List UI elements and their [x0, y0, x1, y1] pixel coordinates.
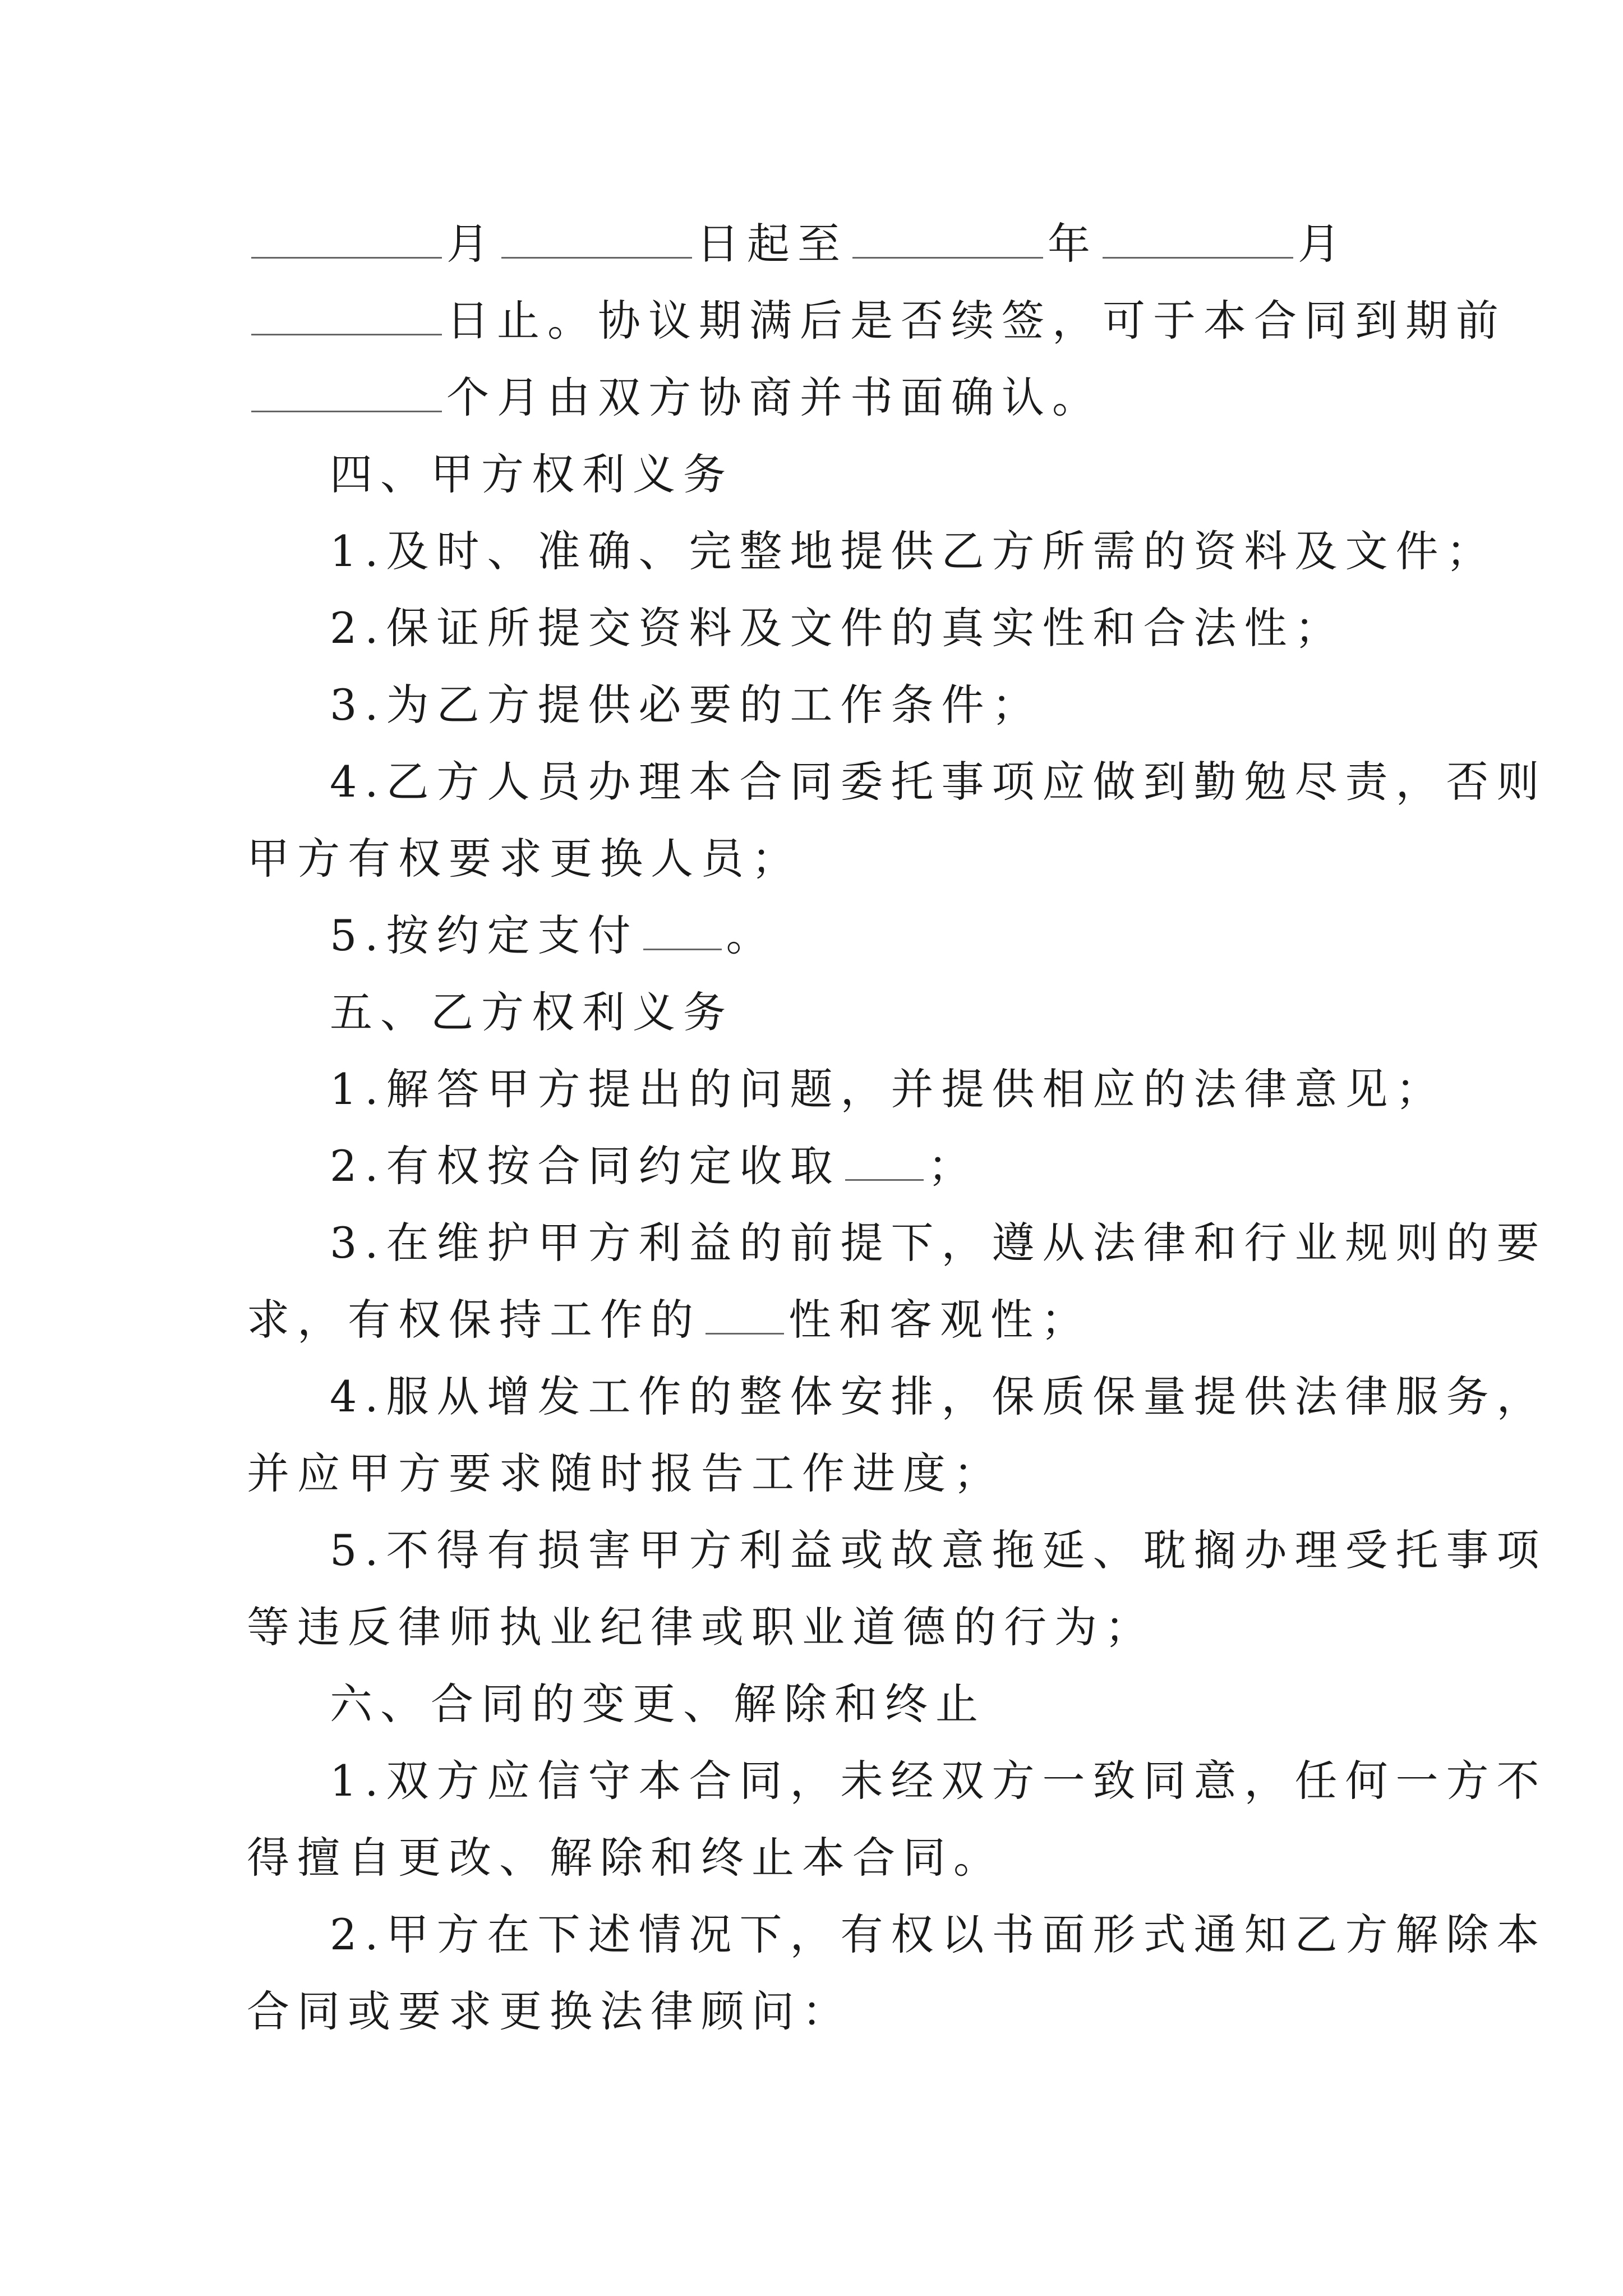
blank-field [643, 909, 722, 950]
text: 。 [726, 910, 777, 960]
paragraph-continuation: 得擅自更改、解除和终止本合同。 [247, 1833, 1004, 1883]
paragraph [330, 902, 1391, 969]
text: 年 [1048, 219, 1098, 269]
paragraph: 5.不得有损害甲方利益或故意拖延、耽搁办理受托事项 [330, 1525, 1547, 1575]
blank-field [251, 218, 442, 259]
paragraph-continuation: 甲方有权要求更换人员； [247, 834, 802, 884]
blank-field [1103, 218, 1293, 259]
text: 月 [1298, 219, 1348, 269]
text: 求，有权保持工作的 [247, 1295, 701, 1345]
blank-field [501, 218, 692, 259]
text: ； [928, 1141, 979, 1191]
renewal-line [247, 364, 1391, 431]
paragraph-continuation: 等违反律师执业纪律或职业道德的行为； [247, 1602, 1155, 1652]
paragraph: 3.为乙方提供必要的工作条件； [330, 680, 1043, 730]
blank-field [251, 295, 442, 335]
section-heading-5: 五、乙方权利义务 [330, 987, 734, 1037]
blank-field [706, 1294, 784, 1335]
text: 性和客观性； [789, 1295, 1091, 1345]
paragraph: 1.及时、准确、完整地提供乙方所需的资料及文件； [330, 526, 1497, 576]
text: 月 [446, 219, 497, 269]
paragraph-continuation [247, 1286, 1391, 1354]
paragraph: 1.解答甲方提出的问题，并提供相应的法律意见； [330, 1064, 1446, 1114]
paragraph: 2.保证所提交资料及文件的真实性和合法性； [330, 603, 1345, 653]
text: 日起至 [697, 219, 848, 269]
paragraph: 4.乙方人员办理本合同委托事项应做到勤勉尽责，否则 [330, 757, 1547, 807]
paragraph: 2.甲方在下述情况下，有权以书面形式通知乙方解除本 [330, 1910, 1547, 1959]
text: 日止。协议期满后是否续签，可于本合同到期前 [446, 296, 1506, 346]
text: 5.按约定支付 [330, 910, 639, 960]
section-heading-4: 四、甲方权利义务 [330, 449, 734, 499]
paragraph: 1.双方应信守本合同，未经双方一致同意，任何一方不 [330, 1756, 1547, 1806]
section-heading-6: 六、合同的变更、解除和终止 [330, 1679, 986, 1729]
text: 2.有权按合同约定收取 [330, 1141, 841, 1191]
blank-field [845, 1140, 924, 1181]
term-dates-line [247, 210, 1391, 278]
blank-field [251, 371, 442, 412]
paragraph: 4.服从增发工作的整体安排，保质保量提供法律服务， [330, 1372, 1547, 1421]
text: 个月由双方协商并书面确认。 [446, 372, 1103, 422]
term-end-line [247, 287, 1506, 355]
blank-field [852, 218, 1043, 259]
paragraph: 3.在维护甲方利益的前提下，遵从法律和行业规则的要 [330, 1218, 1547, 1268]
paragraph-continuation: 合同或要求更换法律顾问： [247, 1986, 852, 2036]
paragraph-continuation: 并应甲方要求随时报告工作进度； [247, 1448, 1004, 1498]
paragraph [330, 1133, 1391, 1200]
